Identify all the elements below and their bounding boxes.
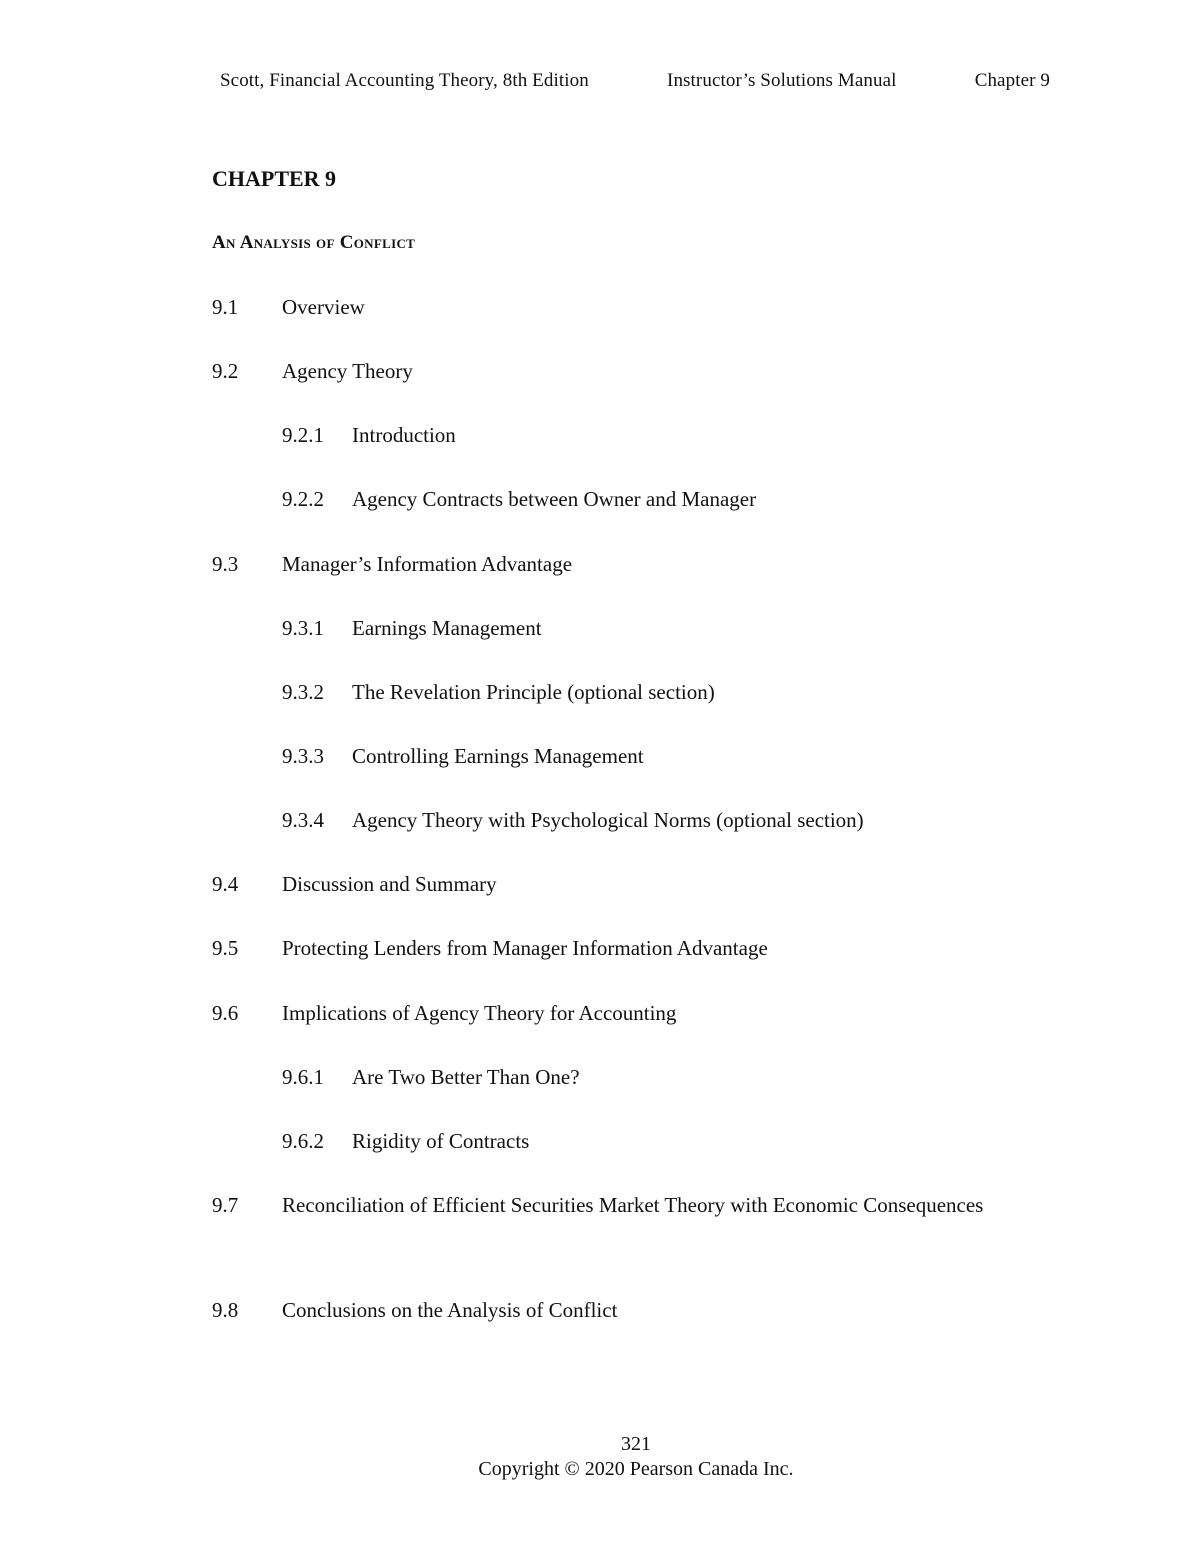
toc-text: Earnings Management (352, 616, 542, 640)
toc-number: 9.7 (212, 1193, 239, 1217)
toc-number: 9.8 (212, 1298, 239, 1322)
toc-text: Discussion and Summary (282, 872, 497, 896)
toc-number: 9.6.2 (282, 1129, 324, 1153)
toc-entry-9-6 (212, 992, 676, 1034)
page-footer (0, 1432, 1200, 1482)
toc-entry-9-4 (212, 863, 497, 905)
toc-entry-9-3-3 (282, 735, 644, 777)
toc-entry-9-6-2 (282, 1120, 529, 1162)
toc-number: 9.6 (212, 1001, 239, 1025)
toc-entry-9-3 (212, 543, 572, 585)
toc-entry-9-2-1 (282, 414, 456, 456)
toc-text: Agency Theory with Psychological Norms (optional section) (352, 808, 864, 832)
toc-text: Rigidity of Contracts (352, 1129, 530, 1153)
toc-number: 9.3.4 (282, 808, 324, 832)
toc-number: 9.2 (212, 359, 239, 383)
header-book-title: Scott, Financial Accounting Theory, 8th Edition (220, 70, 589, 91)
toc-text: The Revelation Principle (optional section) (352, 680, 715, 704)
chapter-title: An Analysis of Conflict (212, 232, 416, 253)
toc-number: 9.3.2 (282, 680, 324, 704)
toc-entry-9-1 (212, 286, 365, 328)
toc-entry-9-2-2 (282, 478, 756, 520)
toc-text: Are Two Better Than One? (352, 1065, 580, 1089)
toc-number: 9.3.1 (282, 616, 324, 640)
toc-entry-9-7 (212, 1184, 1058, 1226)
toc-number: 9.5 (212, 936, 239, 960)
toc-entry-9-8 (212, 1289, 617, 1331)
toc-text: Controlling Earnings Management (352, 744, 644, 768)
toc-text: Reconciliation of Efficient Securities Market Theory with Economic Consequences (282, 1193, 984, 1217)
toc-text: Introduction (352, 423, 456, 447)
toc-entry-9-2 (212, 350, 413, 392)
toc-number: 9.2.2 (282, 487, 324, 511)
chapter-number: CHAPTER 9 (212, 166, 337, 191)
toc-entry-9-3-4 (282, 799, 864, 841)
toc-number: 9.3 (212, 552, 239, 576)
toc-text: Conclusions on the Analysis of Conflict (282, 1298, 618, 1322)
toc-text: Protecting Lenders from Manager Information Advantage (282, 936, 768, 960)
page-number: 321 (621, 1433, 651, 1455)
header-chapter: Chapter 9 (974, 70, 1050, 91)
toc-text: Implications of Agency Theory for Accounting (282, 1001, 677, 1025)
toc-entry-9-6-1 (282, 1056, 580, 1098)
toc-number: 9.6.1 (282, 1065, 324, 1089)
toc-number: 9.1 (212, 295, 239, 319)
toc-number: 9.3.3 (282, 744, 324, 768)
header-manual-title: Instructor’s Solutions Manual (667, 70, 897, 91)
toc-text: Manager’s Information Advantage (282, 552, 573, 576)
toc-text: Agency Theory (282, 359, 413, 383)
toc-entry-9-3-1 (282, 607, 542, 649)
toc-number: 9.4 (212, 872, 239, 896)
copyright-notice: Copyright © 2020 Pearson Canada Inc. (478, 1458, 794, 1480)
toc-text: Agency Contracts between Owner and Manager (352, 487, 757, 511)
running-header (220, 70, 1050, 92)
toc-number: 9.2.1 (282, 423, 324, 447)
toc-entry-9-3-2 (282, 671, 715, 713)
toc-entry-9-5 (212, 927, 768, 969)
toc-text: Overview (282, 295, 365, 319)
